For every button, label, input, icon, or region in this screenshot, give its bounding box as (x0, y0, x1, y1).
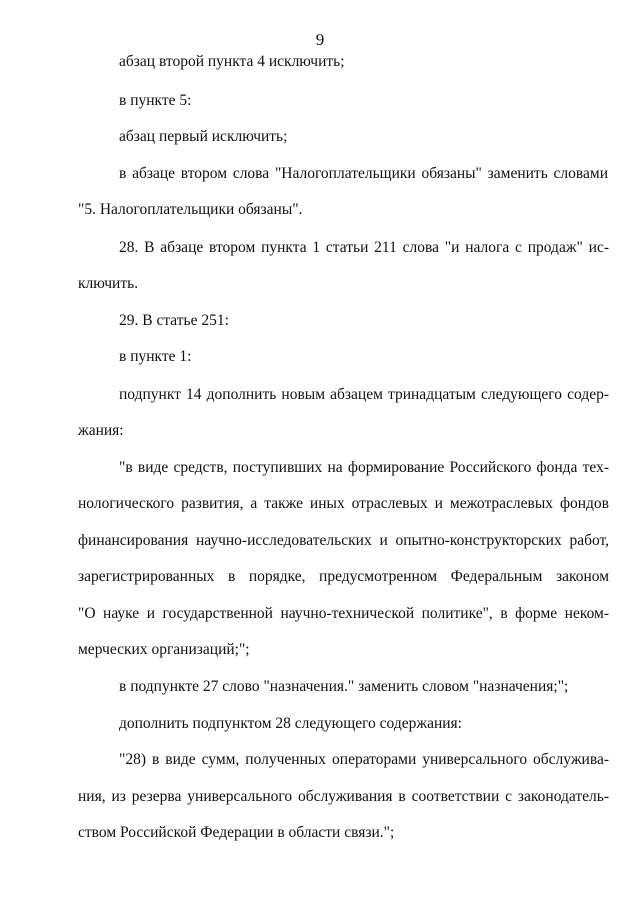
text-line: "28) в виде сумм, полученных операторами универсального обслужива- (119, 751, 609, 768)
text-line: зарегистрированных в порядке, предусмотренном Федеральным законом (78, 568, 609, 585)
text-line: ством Российской Федерации в области связи."; (78, 824, 395, 841)
text-line: 28. В абзаце втором пункта 1 статьи 211 слова "и налога с продаж" ис- (119, 239, 609, 256)
text-line: в пункте 5: (119, 92, 192, 109)
text-line: финансирования научно-исследовательских и опытно-конструкторских работ, (78, 532, 609, 549)
text-line: жания: (78, 422, 124, 439)
page-number: 9 (315, 30, 325, 49)
text-line: подпункт 14 дополнить новым абзацем тринадцатым следующего содер- (119, 386, 609, 403)
text-line: ключить. (78, 275, 139, 292)
text-line: нологического развития, а также иных отраслевых и межотраслевых фондов (78, 495, 609, 512)
text-line: в абзаце втором слова "Налогоплательщики обязаны" заменить словами (119, 165, 608, 182)
text-line: абзац второй пункта 4 исключить; (119, 53, 345, 70)
text-line: мерческих организаций;"; (78, 641, 250, 658)
text-line: в подпункте 27 слово "назначения." заменить словом "назначения;"; (119, 678, 569, 695)
text-line: ния, из резерва универсального обслуживания в соответствии с законодатель- (78, 788, 609, 805)
text-line: "в виде средств, поступивших на формирование Российского фонда тех- (119, 459, 609, 476)
text-line: 29. В статье 251: (119, 312, 229, 329)
text-line: дополнить подпунктом 28 следующего содержания: (119, 715, 462, 732)
text-line: "О науке и государственной научно-технической политике", в форме неком- (78, 605, 609, 622)
text-line: "5. Налогоплательщики обязаны". (78, 201, 303, 218)
text-line: абзац первый исключить; (119, 128, 288, 145)
text-line: в пункте 1: (119, 348, 192, 365)
